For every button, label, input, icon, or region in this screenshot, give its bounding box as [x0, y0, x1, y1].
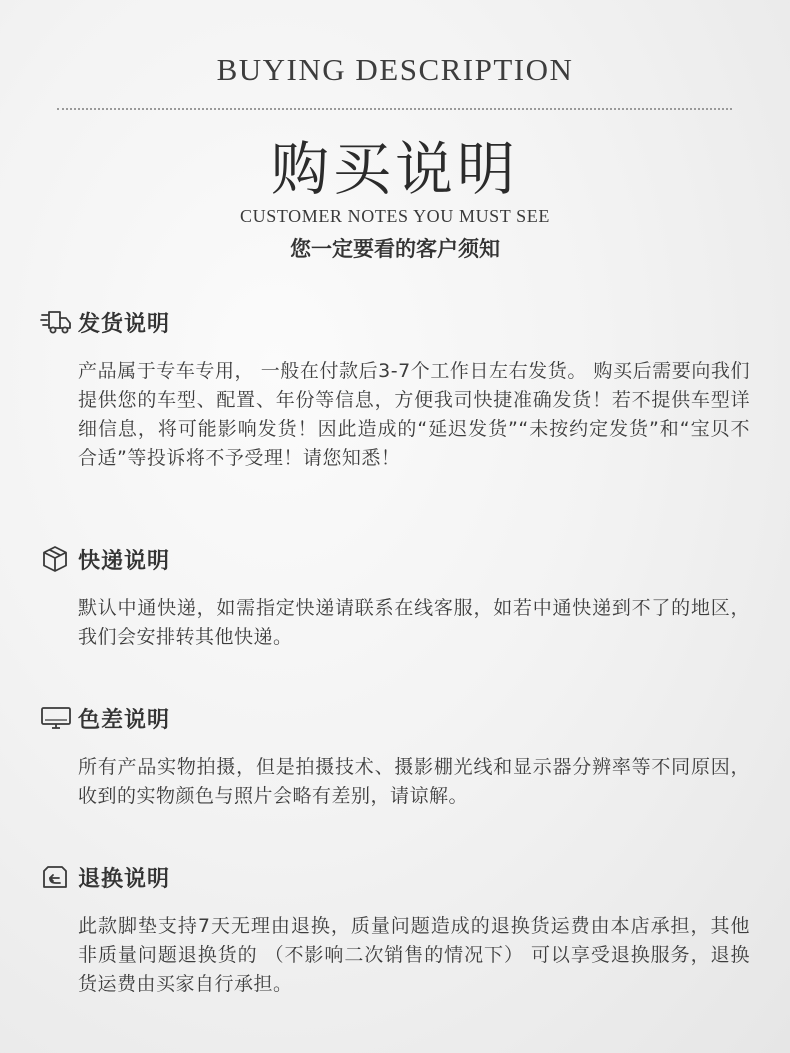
section-body: 产品属于专车专用， 一般在付款后3-7个工作日左右发货。 购买后需要向我们提供您的车型、配置、年份等信息，方便我司快捷准确发货！若不提供车型详细信息，将可能影响发货！因此造成的“延迟发货”“未按约定发货”和“宝贝不合适”等投诉将不予受理！请您知悉！ [78, 360, 750, 469]
section-shipping [40, 305, 750, 473]
package-icon [40, 544, 72, 574]
return-icon [40, 862, 72, 892]
section-title-row [40, 701, 750, 735]
section-title: 退换说明 [78, 866, 171, 892]
section-title-row [40, 860, 750, 894]
section-title-row [40, 305, 750, 339]
section-color-difference [40, 701, 750, 811]
truck-icon [40, 307, 72, 337]
header-subtitle-cn: 您一定要看的客户须知 [290, 236, 500, 261]
monitor-icon [40, 703, 72, 733]
section-title: 快递说明 [78, 548, 171, 574]
section-body: 所有产品实物拍摄，但是拍摄技术、摄影棚光线和显示器分辨率等不同原因，收到的实物颜色与照片会略有差别，请谅解。 [78, 756, 750, 807]
header-title-en: BUYING DESCRIPTION [216, 52, 574, 87]
section-body: 此款脚垫支持7天无理由退换，质量问题造成的退换货运费由本店承担，其他非质量问题退换货的 （不影响二次销售的情况下） 可以享受退换服务，退换货运费由买家自行承担。 [78, 915, 750, 995]
header-title-cn: 购买说明 [270, 135, 519, 203]
section-title-row [40, 542, 750, 576]
header-subtitle-en: CUSTOMER NOTES YOU MUST SEE [240, 206, 550, 226]
section-title: 发货说明 [78, 311, 171, 337]
section-body: 默认中通快递，如需指定快递请联系在线客服，如若中通快递到不了的地区，我们会安排转其他快递。 [78, 597, 750, 648]
section-return-exchange [40, 860, 750, 999]
section-title: 色差说明 [78, 707, 171, 733]
section-courier [40, 542, 750, 652]
dotted-divider [57, 108, 732, 110]
